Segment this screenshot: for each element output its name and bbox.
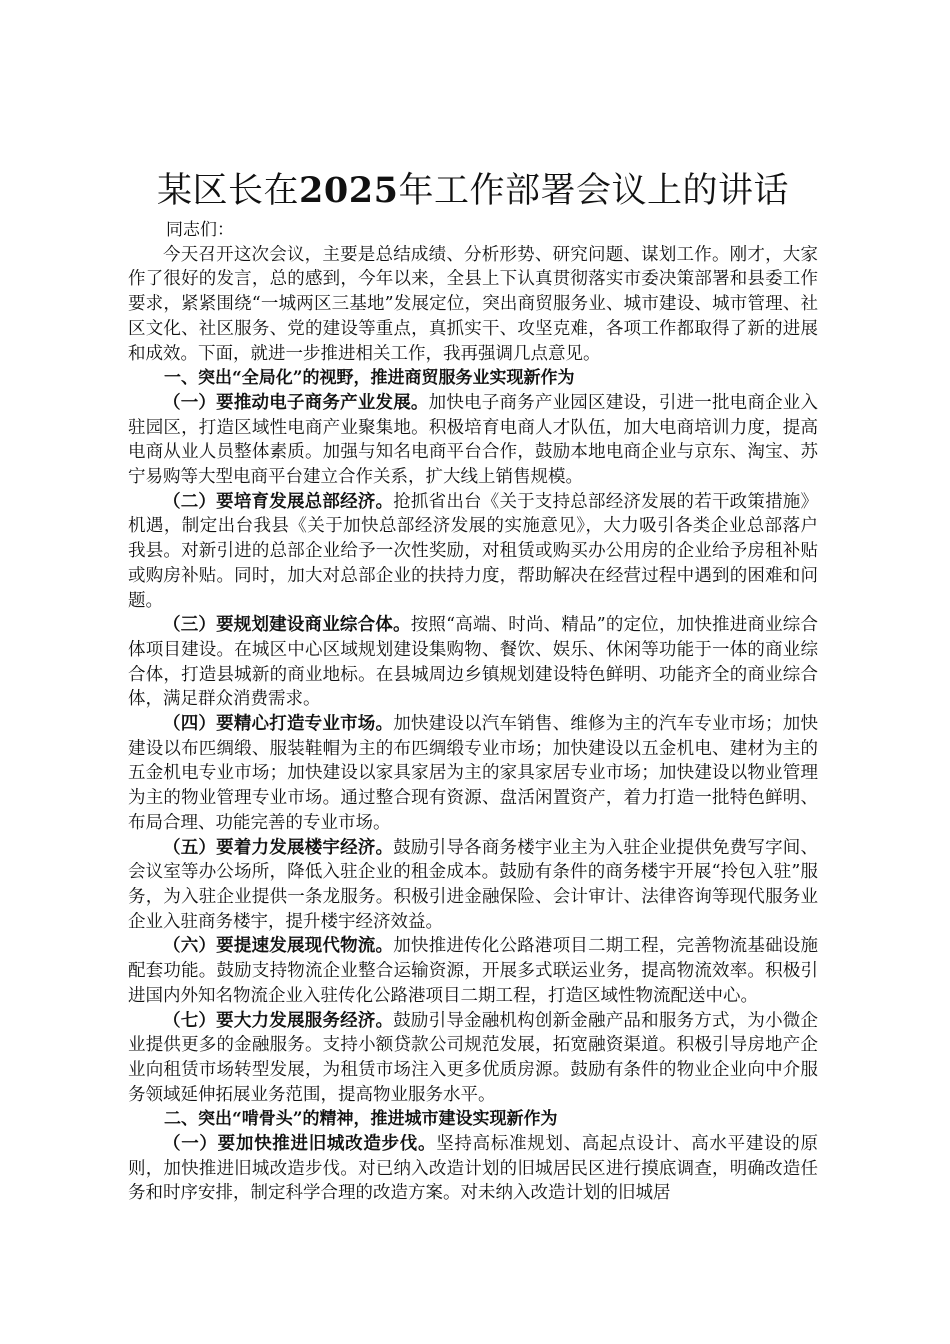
- section-1-item-6: [128, 934, 818, 1008]
- section-1-item-3: [128, 613, 818, 712]
- item-text: 按照“高端、时尚、精品”的定位，加快推进商业综合体项目建设。在城区中心区域规划建设集购物、餐饮、娱乐、休闲等功能于一体的商业综合体，打造县城新的商业地标。在县城周边乡镇规划建设特色鲜明、功能齐全的商业综合体，满足群众消费需求。: [128, 615, 818, 710]
- section-1-item-5: [128, 836, 818, 935]
- item-lead: （五）要着力发展楼宇经济。: [163, 837, 394, 858]
- item-lead: （一）要推动电子商务产业发展。: [163, 392, 429, 413]
- title-suffix: 年工作部署会议上的讲话: [398, 171, 789, 211]
- item-text: 加快建设以汽车销售、维修为主的汽车专业市场；加快建设以布匹绸缎、服装鞋帽为主的布匹绸缎专业市场；加快建设以五金机电、建材为主的五金机电专业市场；加快建设以家具家居为主的家具家居专业市场；加快建设以物业管理为主的物业管理专业市场。通过整合现有资源、盘活闲置资产，着力打造一批特色鲜明、布局合理、功能完善的专业市场。: [128, 714, 819, 833]
- title-year: 2025: [299, 170, 399, 211]
- title-prefix: 某区长在: [157, 171, 300, 211]
- item-lead: （四）要精心打造专业市场。: [163, 714, 394, 735]
- item-lead: （六）要提速发展现代物流。: [163, 936, 394, 957]
- section-2-heading: 二、突出“啃骨头”的精神，推进城市建设实现新作为: [164, 1109, 558, 1130]
- section-1-item-7: [128, 1009, 818, 1108]
- item-lead: （七）要大力发展服务经济。: [163, 1010, 394, 1031]
- item-text: 鼓励引导各商务楼宇业主为入驻企业提供免费写字间、会议室等办公场所，降低入驻企业的租金成本。鼓励有条件的商务楼宇开展“拎包入驻”服务，为入驻企业提供一条龙服务。积极引进金融保险、会计审计、法律咨询等现代服务业企业入驻商务楼宇，提升楼宇经济效益。: [128, 837, 819, 932]
- section-1-heading: 一、突出“全局化”的视野，推进商贸服务业实现新作为: [164, 368, 575, 389]
- item-lead: （三）要规划建设商业综合体。: [163, 615, 411, 636]
- document-title: [128, 168, 818, 214]
- section-1-item-1: [128, 391, 818, 490]
- item-text: 鼓励引导金融机构创新金融产品和服务方式，为小微企业提供更多的金融服务。支持小额贷款公司规范发展，拓宽融资渠道。积极引导房地产企业向租赁市场转型发展，为租赁市场注入更多优质房源。鼓励有条件的物业企业向中介服务领域延伸拓展业务范围，提高物业服务水平。: [128, 1010, 819, 1105]
- item-lead: （一）要加快推进旧城改造步伐。: [163, 1134, 437, 1155]
- intro-paragraph: 今天召开这次会议，主要是总结成绩、分析形势、研究问题、谋划工作。刚才，大家作了很好的发言，总的感到，今年以来，全县上下认真贯彻落实市委决策部署和县委工作要求，紧紧围绕“一城两区三基地”发展定位，突出商贸服务业、城市建设、城市管理、社区文化、社区服务、党的建设等重点，真抓实干、攻坚克难，各项工作都取得了新的进展和成效。下面，就进一步推进相关工作，我再强调几点意见。: [128, 244, 818, 364]
- item-text: 抢抓省出台《关于支持总部经济发展的若干政策措施》机遇，制定出台我县《关于加快总部经济发展的实施意见》，大力吸引各类企业总部落户我县。对新引进的总部企业给予一次性奖励，对租赁或购买办公用房的企业给予房租补贴或购房补贴。同时，加大对总部企业的扶持力度，帮助解决在经营过程中遇到的困难和问题。: [128, 491, 819, 611]
- item-text: 加快电子商务产业园区建设，引进一批电商企业入驻园区，打造区域性电商产业聚集地。积极培育电商人才队伍，加大电商培训力度，提高电商从业人员整体素质。加强与知名电商平台合作，鼓励本地电商企业与京东、淘宝、苏宁易购等大型电商平台建立合作关系，扩大线上销售规模。: [128, 392, 818, 488]
- greeting: 同志们：: [166, 220, 234, 240]
- section-1-item-4: [128, 712, 818, 836]
- item-text: 坚持高标准规划、高起点设计、高水平建设的原则，加快推进旧城改造步伐。对已纳入改造计划的旧城居民区进行摸底调查，明确改造任务和时序安排，制定科学合理的改造方案。对未纳入改造计划的旧城居: [128, 1134, 819, 1204]
- section-1-item-2: [128, 490, 818, 614]
- section-2-item-1: [128, 1132, 818, 1206]
- item-lead: （二）要培育发展总部经济。: [163, 491, 394, 512]
- document-page: [128, 168, 818, 1206]
- item-text: 加快推进传化公路港项目二期工程，完善物流基础设施配套功能。鼓励支持物流企业整合运输资源，开展多式联运业务，提高物流效率。积极引进国内外知名物流企业入驻传化公路港项目二期工程，打造区域性物流配送中心。: [128, 936, 819, 1006]
